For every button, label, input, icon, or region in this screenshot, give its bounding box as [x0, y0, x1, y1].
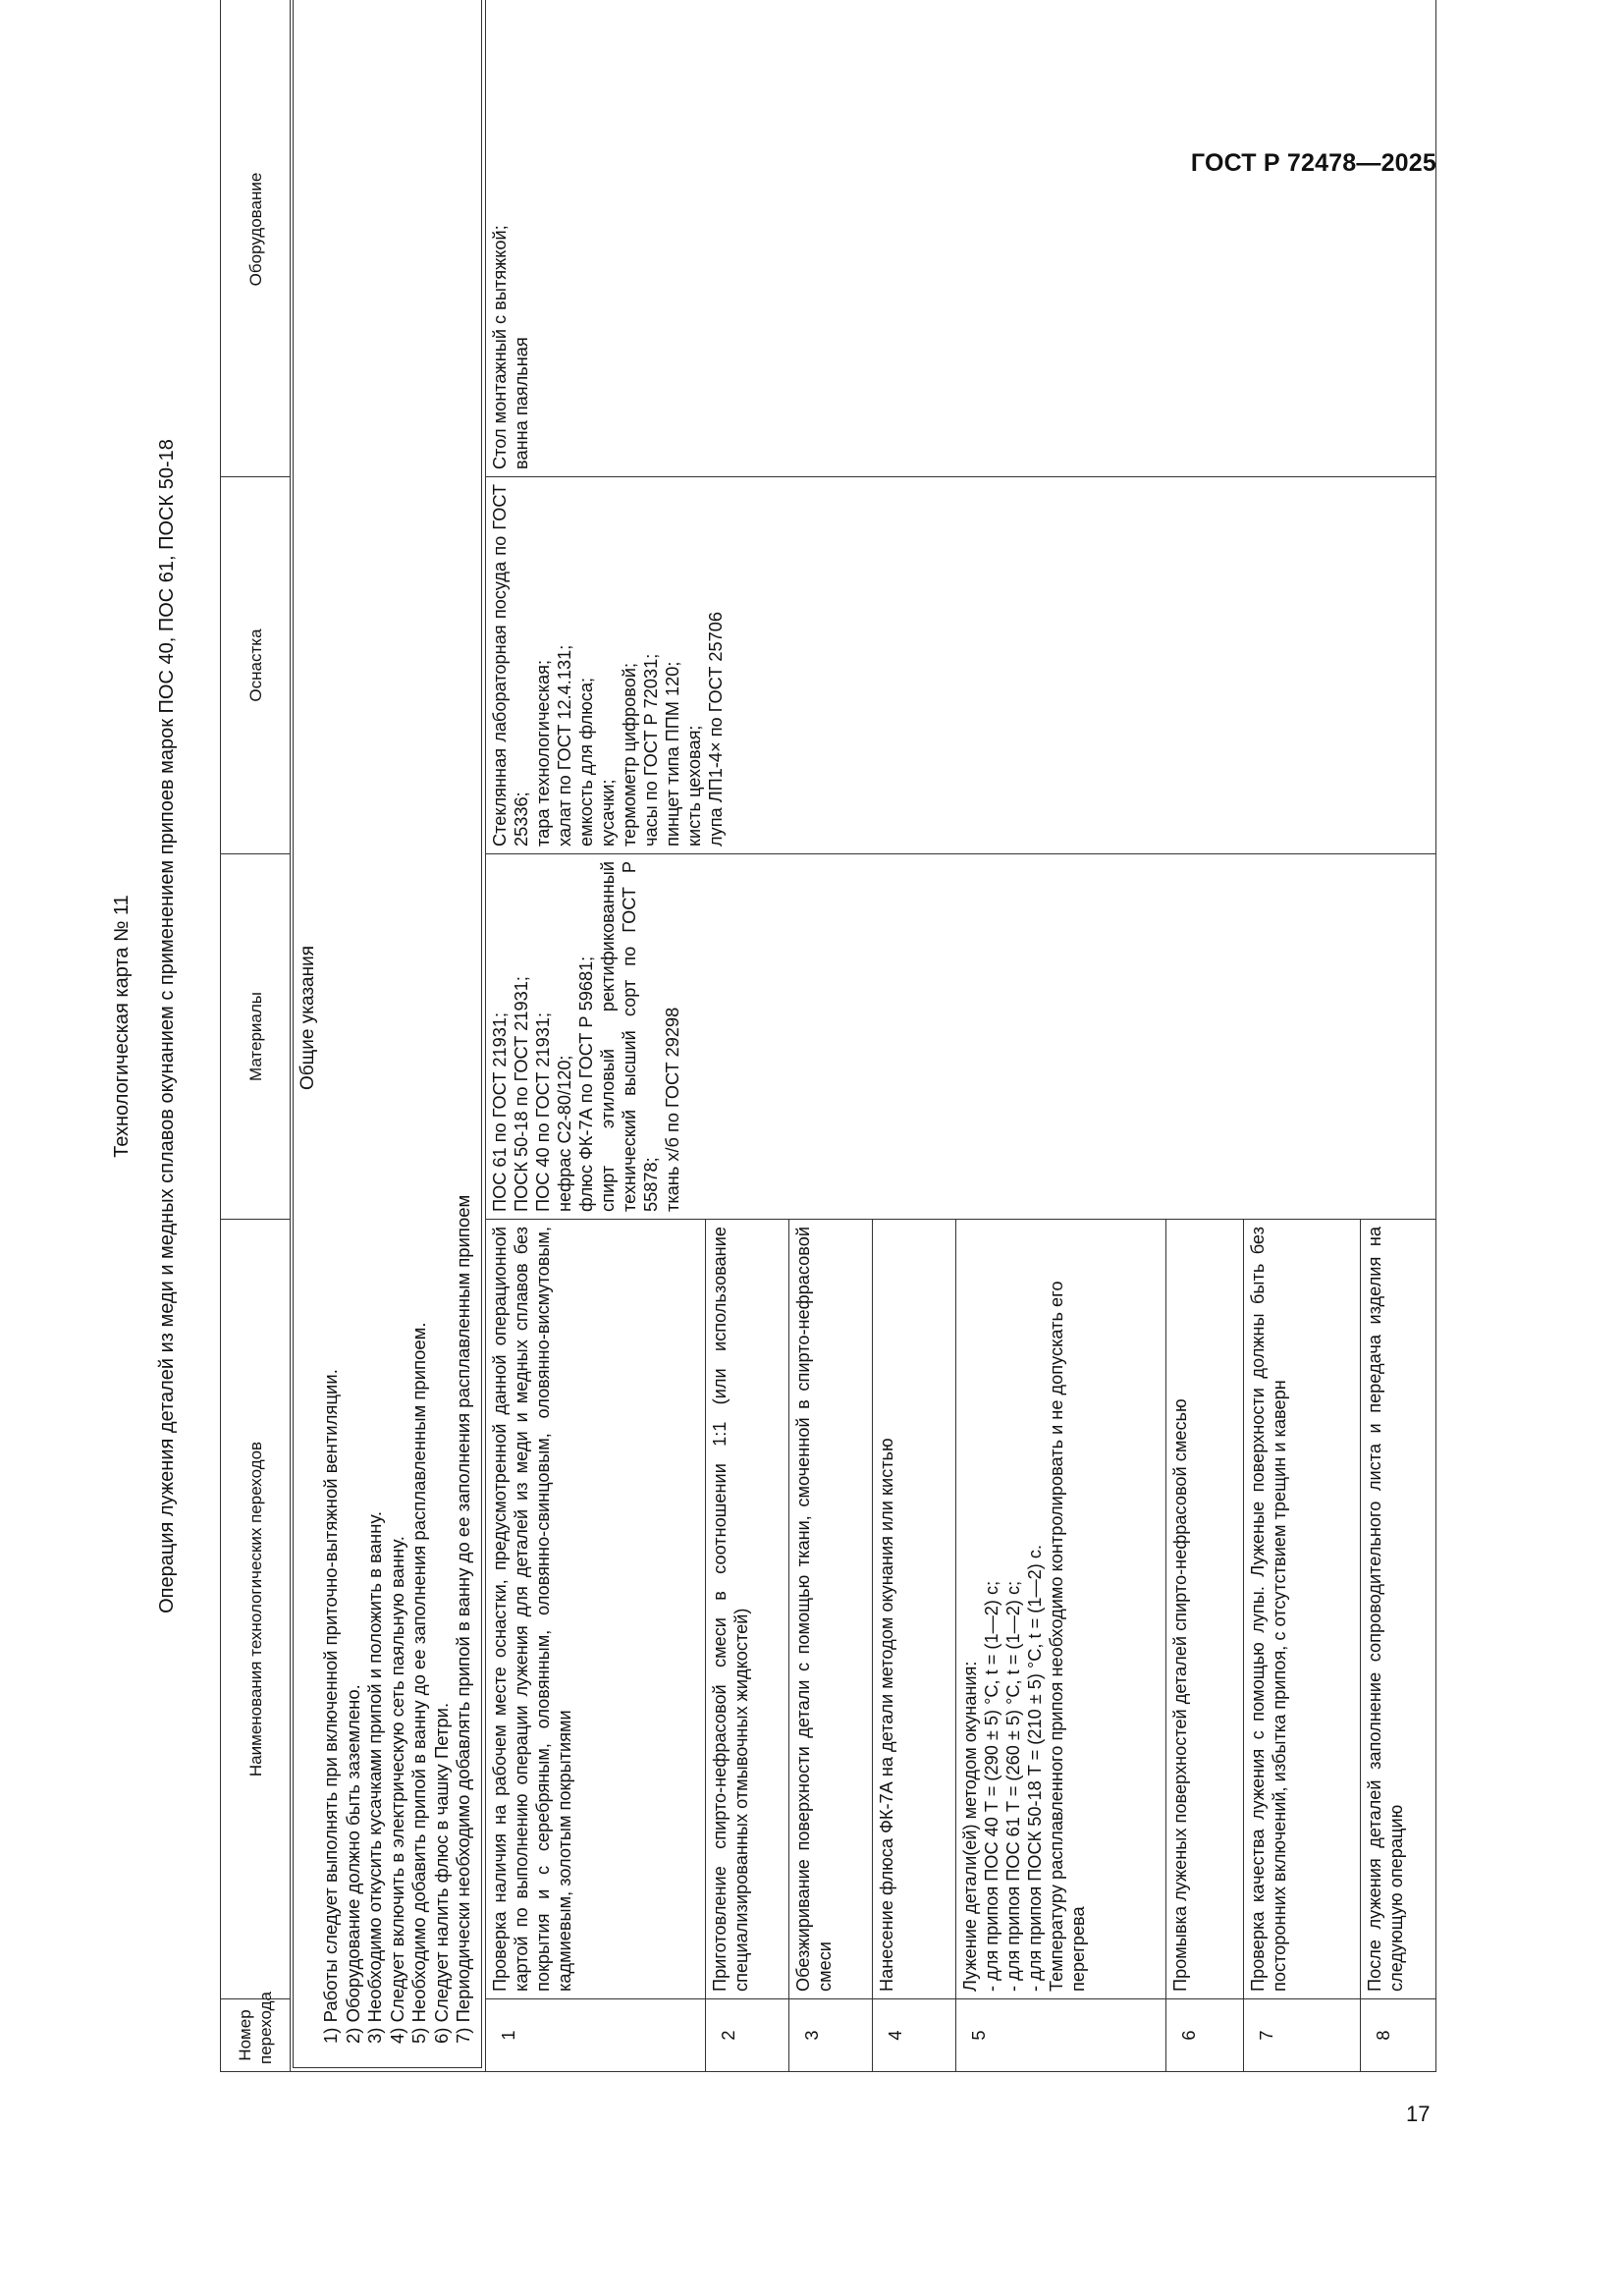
material-item: спирт этиловый ректификованный технический высший сорт по ГОСТ Р 55878;	[597, 861, 661, 1212]
row-name-text: Обезжиривание поверхности детали с помощью ткани, смоченной в спирто-нефрасовой смеси	[792, 1227, 835, 1992]
material-item: ПОС 40 по ГОСТ 21931;	[532, 1011, 553, 1212]
row-name-text: Приготовление спирто-нефрасовой смеси в соотношении 1:1 (или использование специализированных отмывочных жидкостей)	[709, 1227, 751, 1992]
row-name-line: - для припоя ПОС 61 T = (260 ± 5) °С, t = (1—2) с;	[1002, 1580, 1023, 1992]
tooling-item: лупа ЛП1-4× по ГОСТ 25706	[705, 612, 726, 847]
general-title: Общие указания	[298, 946, 318, 1091]
general-instructions-row	[291, 0, 486, 2072]
tooling-item: халат по ГОСТ 12.4.131;	[554, 644, 574, 847]
row-num: 8	[1360, 1999, 1435, 2072]
material-item: ПОСК 50-18 по ГОСТ 21931;	[511, 976, 531, 1212]
general-item: 6) Следует налить флюс в чашку Петри.	[430, 1702, 452, 2044]
row-name-text: Проверка качества лужения с помощью лупы. Луженые поверхности должны быть без посторонних включений, избытка припоя, с отсутствием трещин и каверн	[1247, 1227, 1289, 1992]
tooling-item: часы по ГОСТ Р 72031;	[640, 653, 661, 847]
row-name-text: После лужения деталей заполнение сопроводительного листа и передача изделия на следующую операцию	[1364, 1227, 1406, 1992]
tooling-item: кисть цеховая;	[683, 725, 704, 847]
general-list	[320, 0, 475, 2044]
row-num: 2	[705, 1999, 788, 2072]
tooling-item: пинцет типа ППМ 120;	[662, 661, 682, 847]
row-name-line: Лужение детали(ей) методом окунания:	[959, 1661, 980, 1992]
page-number: 17	[1406, 2102, 1431, 2126]
tooling-item: термометр цифровой;	[619, 662, 639, 847]
header-num: Номер перехода	[221, 1999, 291, 2072]
process-table	[220, 0, 1436, 2072]
general-item: 7) Периодически необходимо добавлять припой в ванну до ее заполнения расплавленным припоем	[453, 1194, 473, 2044]
card-title: Технологическая карта № 11	[111, 895, 133, 1158]
standard-code: ГОСТ Р 72478—2025	[1190, 149, 1436, 177]
row-name-line: - для припоя ПОСК 50-18 T = (210 ± 5) °С, t = (1—2) с.	[1024, 1544, 1045, 1992]
operation-title: Операция лужения деталей из меди и медных сплавов окунанием с применением припоев марок ПОС 40, ПОС 61, ПОСК 50-18	[156, 439, 178, 1613]
table-header-row	[221, 0, 291, 2072]
row-num: 7	[1243, 1999, 1360, 2072]
row-name	[788, 1220, 872, 1999]
materials-cell	[485, 854, 1435, 1220]
row-num: 1	[485, 1999, 705, 2072]
tooling-cell	[485, 477, 1435, 854]
row-name	[1360, 1220, 1435, 1999]
row-name	[872, 1220, 955, 1999]
header-equipment: Оборудование	[221, 0, 291, 477]
material-item: флюс ФК-7А по ГОСТ Р 59681;	[575, 956, 596, 1212]
row-name-line: - для припоя ПОС 40 T = (290 ± 5) °С, t = (1—2) с;	[981, 1580, 1001, 1992]
row-name-text: Проверка наличия на рабочем месте оснастки, предусмотренной данной операционной картой по выполнению операции лужения для деталей из меди и медных сплавов без покрытия и с серебряным, оловянным, оловянно-свинцовым, оловянно-висмутовым, кадмиевым, золотым покрытиями	[489, 1227, 574, 1992]
header-materials: Материалы	[221, 854, 291, 1220]
equipment-item: Стол монтажный с вытяжкой;	[489, 225, 510, 469]
general-item: 5) Необходимо добавить припой в ванну до ее заполнения расплавленным припоем.	[408, 1322, 429, 2044]
equipment-cell	[485, 0, 1435, 477]
row-num: 4	[872, 1999, 955, 2072]
row-name	[1165, 1220, 1243, 1999]
material-item: ПОС 61 по ГОСТ 21931;	[489, 1011, 510, 1212]
general-item: 2) Оборудование должно быть заземлено.	[342, 1684, 363, 2044]
row-name	[705, 1220, 788, 1999]
tooling-item: тара технологическая;	[532, 659, 553, 847]
row-name	[485, 1220, 705, 1999]
row-num: 6	[1165, 1999, 1243, 2072]
table-row	[485, 0, 705, 2072]
tooling-item: кусачки;	[597, 779, 618, 847]
row-name-text: Нанесение флюса ФК-7А на детали методом окунания или кистью	[876, 1438, 896, 1992]
row-name	[955, 1220, 1165, 1999]
row-name	[1243, 1220, 1360, 1999]
tooling-item: Стеклянная лабораторная посуда по ГОСТ 25336;	[489, 484, 531, 847]
row-num: 5	[955, 1999, 1165, 2072]
general-instructions-cell	[291, 0, 486, 2072]
row-name-line: Температуру расплавленного припоя необходимо контролировать и не допускать его перегрева	[1046, 1281, 1088, 1992]
rotated-card	[110, 0, 1514, 2072]
header-name: Наименования технологических переходов	[221, 1220, 291, 1999]
material-item: нефрас С2-80/120;	[554, 1055, 574, 1212]
general-item: 4) Следует включить в электрическую сеть паяльную ванну.	[386, 1536, 407, 2044]
general-item: 1) Работы следует выполнять при включенной приточно-вытяжной вентиляции.	[320, 1369, 341, 2044]
row-num: 3	[788, 1999, 872, 2072]
tooling-item: емкость для флюса;	[575, 677, 596, 847]
equipment-item: ванна паяльная	[511, 337, 531, 469]
row-name-text: Промывка луженых поверхностей деталей спирто-нефрасовой смесью	[1169, 1398, 1190, 1992]
general-item: 3) Необходимо откусить кусачками припой и положить в ванну.	[364, 1510, 385, 2044]
header-tooling: Оснастка	[221, 477, 291, 854]
material-item: ткань х/б по ГОСТ 29298	[662, 1007, 682, 1212]
